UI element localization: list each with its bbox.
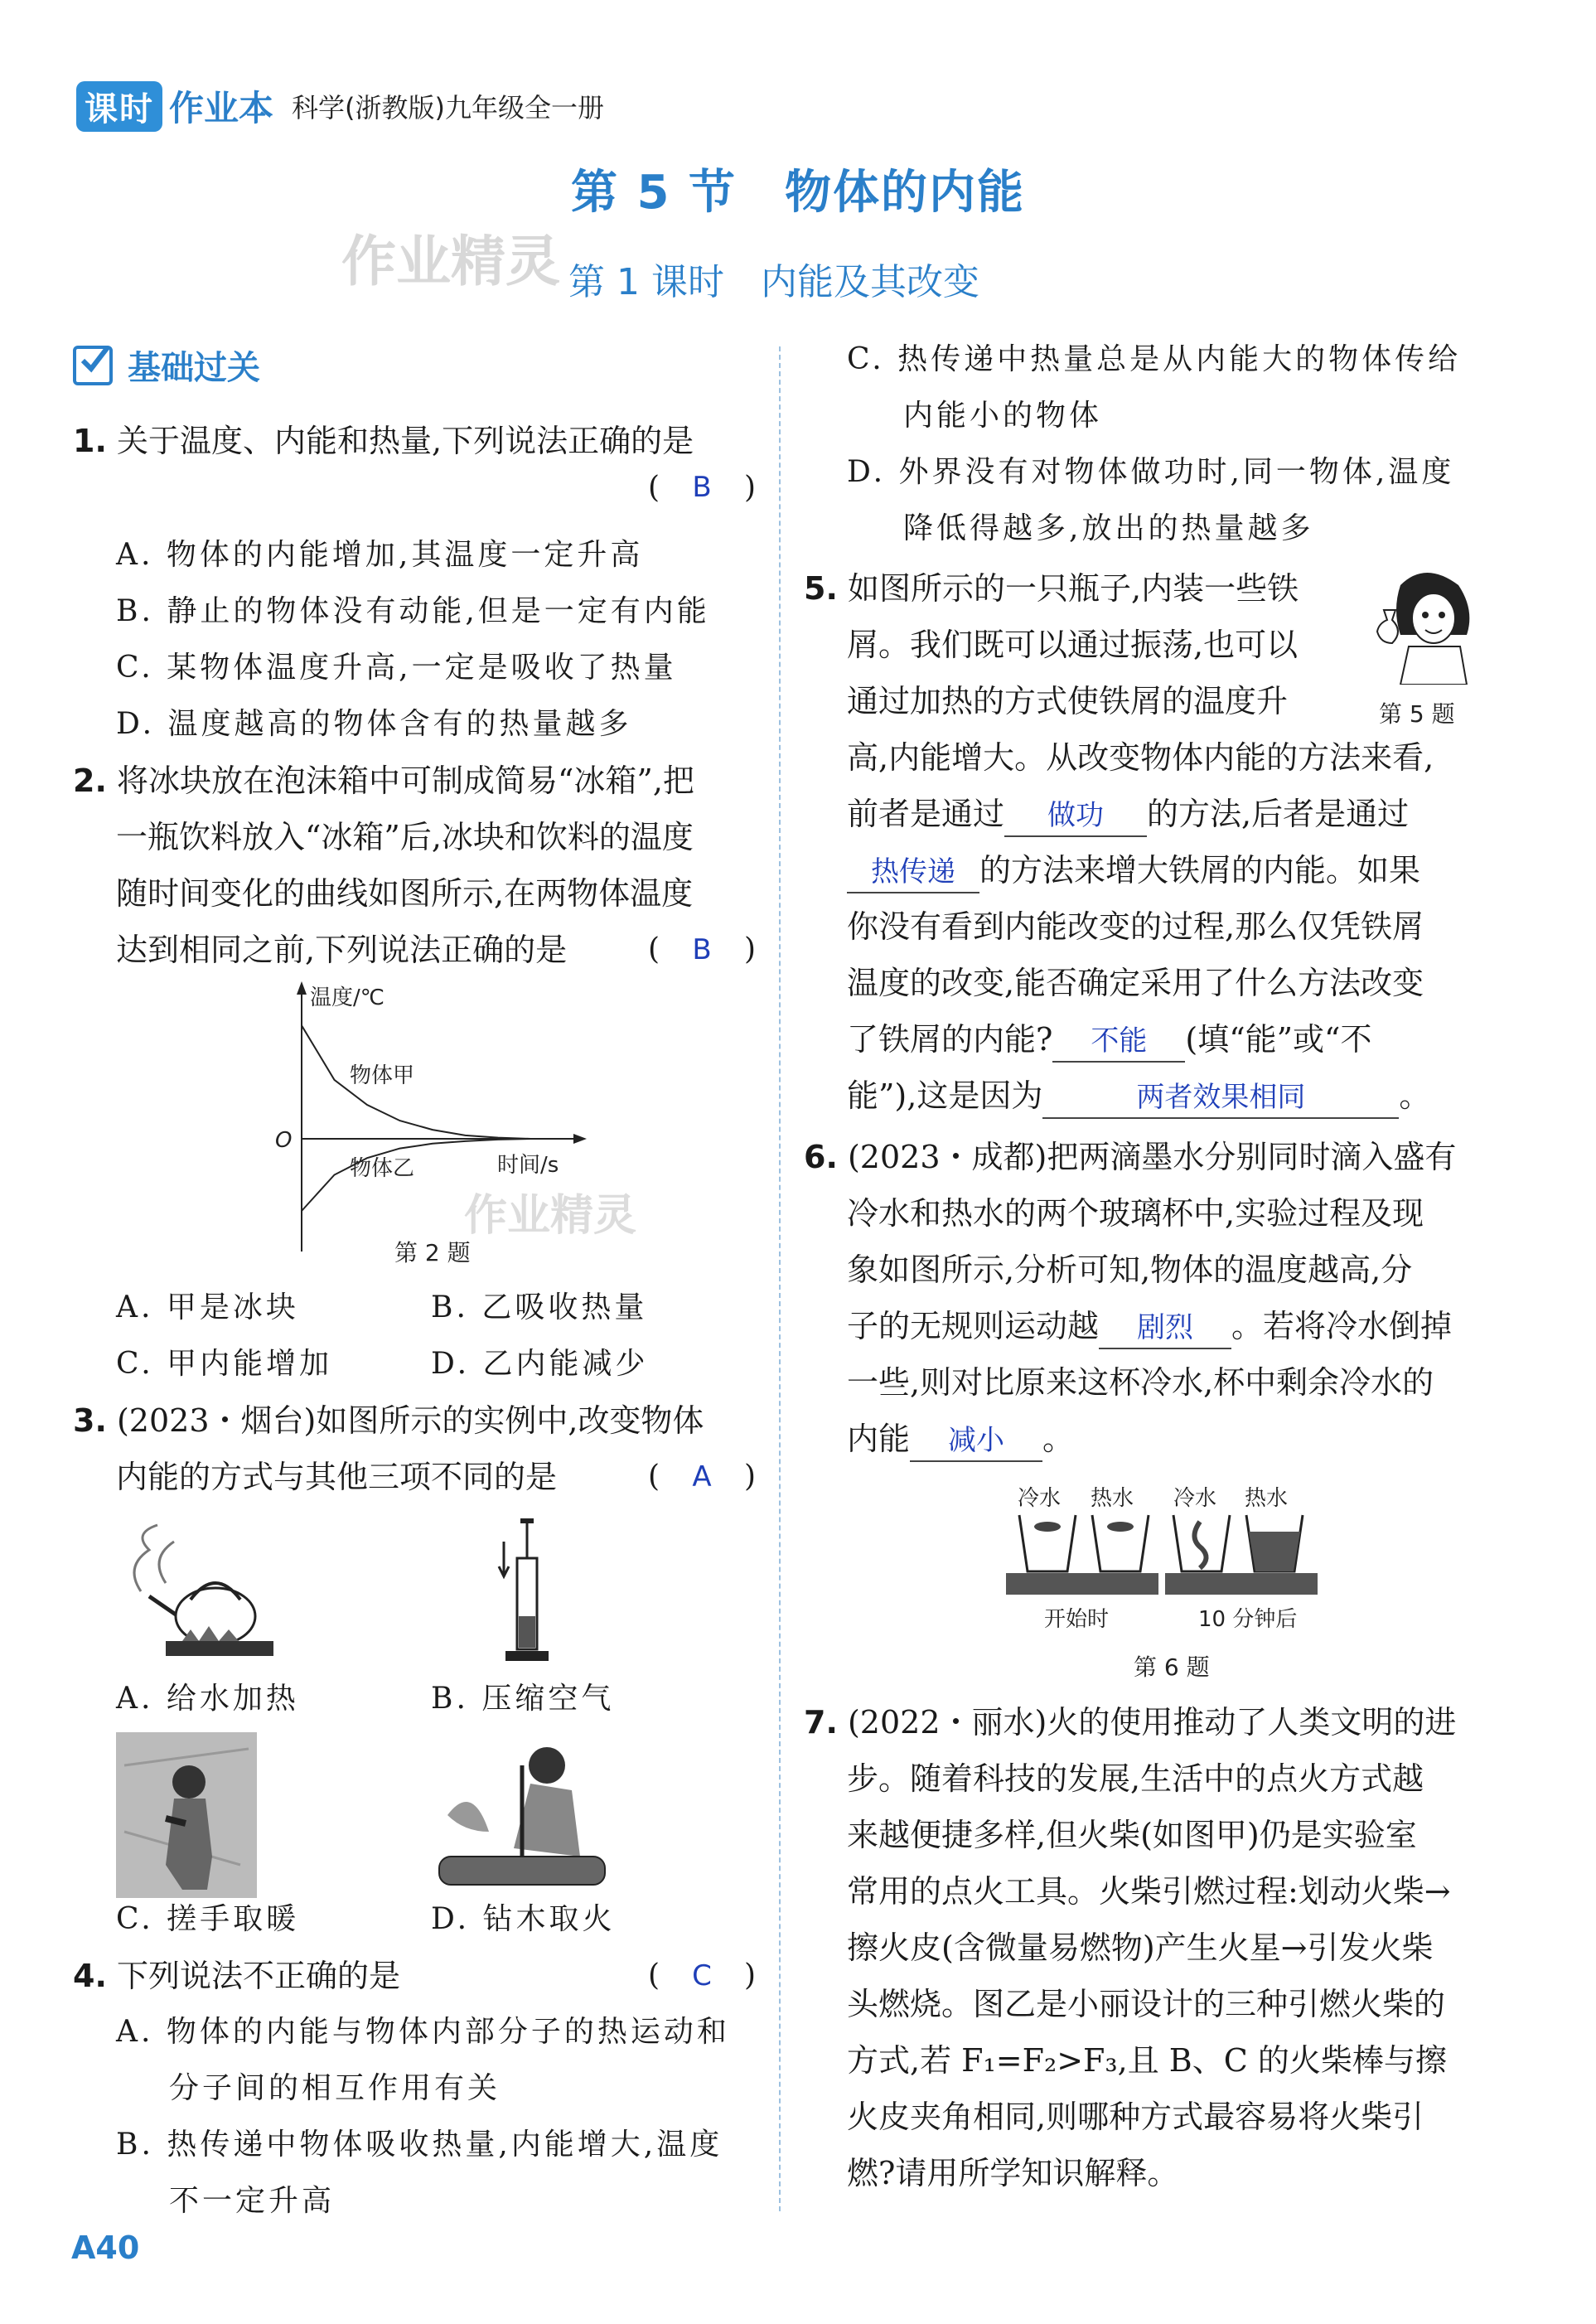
q6-line1: 6. (2023・成都)把两滴墨水分别同时滴入盛有 — [804, 1139, 1457, 1175]
q2-stem-line2: 一瓶饮料放入“冰箱”后,冰块和饮料的温度 — [116, 819, 694, 855]
air-compression-image — [481, 1508, 580, 1674]
basic-label-text: 基础过关 — [128, 349, 260, 387]
q2-option-d: D. 乙内能减少 — [431, 1347, 649, 1381]
kettle-heating-image — [116, 1517, 298, 1666]
q2-stem-line3: 随时间变化的曲线如图所示,在两物体温度 — [116, 875, 694, 912]
q5-blank-1: 做功 — [1004, 796, 1147, 837]
q5-line5: 前者是通过 做功 的方法,后者是通过 — [847, 786, 1409, 842]
q3-option-c: C. 搓手取暖 — [116, 1902, 300, 1936]
girl-with-bottle-image — [1367, 560, 1483, 685]
watermark-2: 作业精灵 — [464, 1191, 637, 1241]
stage-label-end: 10 分钟后 — [1198, 1607, 1298, 1632]
series-yi-label: 物体乙 — [350, 1156, 415, 1181]
series-jia-line — [302, 1025, 531, 1139]
q4-option-b-line1: B. 热传递中物体吸收热量,内能增大,温度 — [116, 2128, 723, 2162]
series-jia-label: 物体甲 — [350, 1063, 415, 1088]
page-number: A40 — [71, 2230, 140, 2266]
cup-label-1: 冷水 — [1018, 1486, 1062, 1511]
x-axis-arrow — [573, 1134, 587, 1144]
q1-option-b: B. 静止的物体没有动能,但是一定有内能 — [116, 594, 710, 628]
q6-figure — [1003, 1480, 1326, 1646]
hand-rubbing-image — [116, 1732, 257, 1898]
q4-option-d-line2: 降低得越多,放出的热量越多 — [903, 511, 1314, 545]
q4-option-a-line2: 分子间的相互作用有关 — [169, 2071, 501, 2105]
q5-line6: 热传递 的方法来增大铁屑的内能。如果 — [847, 842, 1420, 898]
q6-line6: 内能 减小 。 — [847, 1411, 1074, 1467]
checkbox-icon — [73, 346, 113, 385]
q4-option-b-line2: 不一定升高 — [169, 2184, 336, 2218]
q5-blank-4: 两者效果相同 — [1042, 1077, 1399, 1119]
q6-blank-1: 剧烈 — [1099, 1308, 1231, 1349]
q1-option-d: D. 温度越高的物体含有的热量越多 — [116, 707, 632, 741]
stage-label-start: 开始时 — [1044, 1607, 1110, 1632]
q7-line7: 方式,若 F₁=F₂>F₃,且 B、C 的火柴棒与擦 — [847, 2042, 1447, 2079]
q4-option-c-line1: C. 热传递中热量总是从内能大的物体传给 — [847, 342, 1462, 376]
cup-label-2: 热水 — [1091, 1486, 1134, 1511]
q5-blank-3: 不能 — [1052, 1021, 1185, 1063]
q2-option-b: B. 乙吸收热量 — [431, 1290, 648, 1324]
q7-line5: 擦火皮(含微量易燃物)产生火星→引发火柴 — [847, 1929, 1434, 1966]
q7-line4: 常用的点火工具。火柴引燃过程:划动火柴→ — [847, 1873, 1451, 1910]
q4-option-a-line1: A. 物体的内能与物体内部分子的热运动和 — [116, 2015, 730, 2049]
book-subtitle: 科学(浙教版)九年级全一册 — [292, 92, 604, 123]
q2-stem-line1: 2. 将冰块放在泡沫箱中可制成简易“冰箱”,把 — [73, 763, 694, 799]
q6-caption: 第 6 题 — [1134, 1653, 1210, 1681]
q6-line5: 一些,则对比原来这杯冷水,杯中剩余冷水的 — [847, 1364, 1434, 1401]
header-logo — [76, 83, 604, 129]
q2-option-a: A. 甲是冰块 — [116, 1290, 299, 1324]
watermark: 作业精灵 — [341, 230, 560, 293]
q2-answer: ( B ) — [648, 932, 756, 966]
q1-option-c: C. 某物体温度升高,一定是吸收了热量 — [116, 651, 677, 685]
q5-line4: 高,内能增大。从改变物体内能的方法来看, — [847, 739, 1434, 776]
q3-stem-line1: 3. (2023・烟台)如图所示的实例中,改变物体 — [73, 1402, 704, 1439]
q1-answer: ( B ) — [648, 471, 756, 505]
column-divider — [779, 346, 781, 2211]
origin-label: O — [275, 1128, 293, 1153]
q5-line8: 温度的改变,能否确定采用了什么方法改变 — [847, 965, 1424, 1001]
basic-section-label — [73, 341, 260, 389]
q5-line7: 你没有看到内能改变的过程,那么仅凭铁屑 — [847, 908, 1424, 945]
q5-line2: 屑。我们既可以通过振荡,也可以 — [847, 627, 1299, 663]
q7-line2: 步。随着科技的发展,生活中的点火方式越 — [847, 1760, 1424, 1797]
stand-end — [1165, 1573, 1318, 1595]
lesson-title: 第 1 课时 内能及其改变 — [568, 261, 979, 303]
q3-option-d: D. 钻木取火 — [431, 1902, 616, 1936]
q2-caption: 第 2 题 — [394, 1239, 471, 1266]
q6-line3: 象如图所示,分析可知,物体的温度越高,分 — [847, 1252, 1413, 1288]
q4-answer: ( C ) — [648, 1958, 756, 1992]
q4-option-c-line2: 内能小的物体 — [903, 399, 1103, 433]
q2-stem-line4: 达到相同之前,下列说法正确的是 — [116, 932, 568, 968]
q3-option-b: B. 压缩空气 — [431, 1682, 615, 1716]
q7-line9: 燃?请用所学知识解释。 — [847, 2155, 1179, 2191]
q5-blank-2: 热传递 — [847, 852, 979, 893]
q3-stem-line2: 内能的方式与其他三项不同的是 — [116, 1459, 558, 1495]
cup-label-4: 热水 — [1245, 1486, 1289, 1511]
q5-caption: 第 5 题 — [1379, 700, 1455, 728]
cup-label-3: 冷水 — [1173, 1486, 1217, 1511]
q6-line2: 冷水和热水的两个玻璃杯中,实验过程及现 — [847, 1195, 1424, 1232]
q2-option-c: C. 甲内能增加 — [116, 1347, 333, 1381]
q7-line6: 头燃烧。图乙是小丽设计的三种引燃火柴的 — [847, 1986, 1446, 2022]
q4-option-d-line1: D. 外界没有对物体做功时,同一物体,温度 — [847, 455, 1455, 489]
drill-fire-image — [431, 1732, 613, 1898]
q7-line8: 火皮夹角相同,则哪种方式最容易将火柴引 — [847, 2099, 1424, 2135]
y-axis-arrow — [297, 981, 307, 995]
q1-option-a: A. 物体的内能增加,其温度一定升高 — [116, 538, 644, 572]
x-axis-label: 时间/s — [497, 1153, 559, 1178]
logo-text: 作业本 — [169, 88, 274, 128]
stand-start — [1006, 1573, 1158, 1595]
q6-blank-2: 减小 — [910, 1421, 1042, 1462]
q5-line3: 通过加热的方式使铁屑的温度升 — [847, 683, 1289, 719]
y-axis-label: 温度/℃ — [310, 985, 384, 1010]
q5-line9: 了铁屑的内能? 不能 (填“能”或“不 — [847, 1011, 1371, 1068]
q3-option-a: A. 给水加热 — [116, 1682, 299, 1716]
q4-stem: 4. 下列说法不正确的是 — [73, 1958, 400, 1994]
q7-line3: 来越便捷多样,但火柴(如图甲)仍是实验室 — [847, 1817, 1417, 1853]
logo-mark: 课时 — [76, 81, 162, 132]
q5-line1: 5. 如图所示的一只瓶子,内装一些铁 — [804, 570, 1299, 607]
q6-line4: 子的无规则运动越 剧烈 。若将冷水倒掉 — [847, 1298, 1452, 1354]
q5-line10: 能”),这是因为 两者效果相同 。 — [847, 1068, 1430, 1124]
q1-stem: 1. 关于温度、内能和热量,下列说法正确的是 — [73, 423, 694, 459]
section-title: 第 5 节 物体的内能 — [571, 166, 1025, 220]
q3-answer: ( A ) — [648, 1460, 756, 1494]
q7-line1: 7. (2022・丽水)火的使用推动了人类文明的进 — [804, 1704, 1457, 1741]
